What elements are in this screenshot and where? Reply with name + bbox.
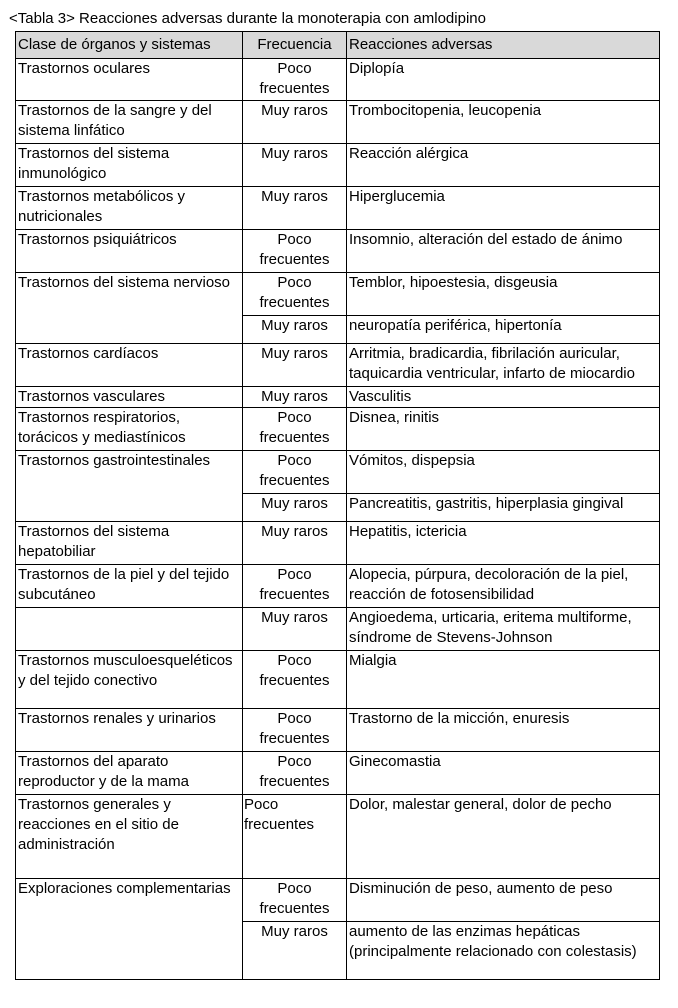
frequency-cell: Poco frecuentes: [243, 565, 347, 608]
table-row: [16, 59, 660, 101]
organ-class-cell: Trastornos vasculares: [16, 387, 243, 408]
organ-class-cell: Trastornos psiquiátricos: [16, 230, 243, 273]
table-row: [16, 522, 660, 565]
table-row: [16, 709, 660, 752]
adverse-reaction-cell: neuropatía periférica, hipertonía: [347, 316, 660, 344]
adverse-reaction-cell: Mialgia: [347, 651, 660, 709]
adverse-reaction-cell: Angioedema, urticaria, eritema multiforme, síndrome de Stevens-Johnson: [347, 608, 660, 651]
table-row: [16, 273, 660, 316]
adverse-reaction-cell: Insomnio, alteración del estado de ánimo: [347, 230, 660, 273]
table-row: [16, 344, 660, 387]
table-row: [16, 230, 660, 273]
adverse-reaction-cell: Ginecomastia: [347, 752, 660, 795]
table-row: [16, 651, 660, 709]
table-row: [16, 101, 660, 144]
adverse-reaction-cell: Hepatitis, ictericia: [347, 522, 660, 565]
header-adverse-reactions: Reacciones adversas: [347, 32, 660, 59]
organ-class-cell: Trastornos del aparato reproductor y de la mama: [16, 752, 243, 795]
table-row: [16, 144, 660, 187]
organ-class-cell: Trastornos respiratorios, torácicos y mediastínicos: [16, 408, 243, 451]
adverse-reaction-cell: Pancreatitis, gastritis, hiperplasia gingival: [347, 494, 660, 522]
adverse-reaction-cell: Vómitos, dispepsia: [347, 451, 660, 494]
frequency-cell: Muy raros: [243, 387, 347, 408]
table-row: [16, 879, 660, 922]
table-row: [16, 608, 660, 651]
frequency-cell: Muy raros: [243, 608, 347, 651]
frequency-cell: Poco frecuentes: [243, 451, 347, 494]
table-row: [16, 795, 660, 879]
frequency-cell: Poco frecuentes: [243, 752, 347, 795]
adverse-reaction-cell: Disminución de peso, aumento de peso: [347, 879, 660, 922]
table-row: [16, 565, 660, 608]
organ-class-cell: Trastornos metabólicos y nutricionales: [16, 187, 243, 230]
frequency-cell: Poco frecuentes: [243, 273, 347, 316]
frequency-cell: Muy raros: [243, 101, 347, 144]
header-organ-class: Clase de órganos y sistemas: [16, 32, 243, 59]
frequency-cell: Muy raros: [243, 344, 347, 387]
table-row: [16, 752, 660, 795]
table-row: [16, 408, 660, 451]
adverse-reaction-cell: Trastorno de la micción, enuresis: [347, 709, 660, 752]
adverse-reaction-cell: Vasculitis: [347, 387, 660, 408]
frequency-cell: Muy raros: [243, 316, 347, 344]
organ-class-cell: Exploraciones complementarias: [16, 879, 243, 980]
frequency-cell: Poco frecuentes: [243, 651, 347, 709]
organ-class-cell: Trastornos del sistema nervioso: [16, 273, 243, 344]
table-body: [16, 59, 660, 980]
adverse-reaction-cell: Alopecia, púrpura, decoloración de la piel, reacción de fotosensibilidad: [347, 565, 660, 608]
frequency-cell: Muy raros: [243, 144, 347, 187]
frequency-cell: Poco frecuentes: [243, 795, 347, 879]
organ-class-cell: Trastornos oculares: [16, 59, 243, 101]
organ-class-cell: Trastornos generales y reacciones en el sitio de administración: [16, 795, 243, 879]
organ-class-cell: Trastornos musculoesqueléticos y del tejido conectivo: [16, 651, 243, 709]
organ-class-cell: Trastornos cardíacos: [16, 344, 243, 387]
adverse-reaction-cell: Dolor, malestar general, dolor de pecho: [347, 795, 660, 879]
table-row: [16, 451, 660, 494]
adverse-reaction-cell: Disnea, rinitis: [347, 408, 660, 451]
header-frequency: Frecuencia: [243, 32, 347, 59]
frequency-cell: Poco frecuentes: [243, 230, 347, 273]
frequency-cell: Muy raros: [243, 522, 347, 565]
frequency-cell: Poco frecuentes: [243, 709, 347, 752]
organ-class-cell: Trastornos de la sangre y del sistema linfático: [16, 101, 243, 144]
adverse-reactions-table: [15, 31, 660, 980]
frequency-cell: Muy raros: [243, 187, 347, 230]
adverse-reaction-cell: Trombocitopenia, leucopenia: [347, 101, 660, 144]
table-header-row: [16, 32, 660, 59]
organ-class-cell: Trastornos renales y urinarios: [16, 709, 243, 752]
adverse-reaction-cell: Hiperglucemia: [347, 187, 660, 230]
adverse-reaction-cell: Diplopía: [347, 59, 660, 101]
organ-class-cell: Trastornos del sistema inmunológico: [16, 144, 243, 187]
adverse-reaction-cell: Temblor, hipoestesia, disgeusia: [347, 273, 660, 316]
frequency-cell: Muy raros: [243, 922, 347, 980]
frequency-cell: Muy raros: [243, 494, 347, 522]
frequency-cell: Poco frecuentes: [243, 408, 347, 451]
organ-class-cell: Trastornos del sistema hepatobiliar: [16, 522, 243, 565]
organ-class-cell: Trastornos gastrointestinales: [16, 451, 243, 522]
organ-class-cell: [16, 608, 243, 651]
frequency-cell: Poco frecuentes: [243, 59, 347, 101]
table-row: [16, 187, 660, 230]
frequency-cell: Poco frecuentes: [243, 879, 347, 922]
adverse-reaction-cell: Reacción alérgica: [347, 144, 660, 187]
table-row: [16, 387, 660, 408]
adverse-reaction-cell: Arritmia, bradicardia, fibrilación auricular, taquicardia ventricular, infarto de miocardio: [347, 344, 660, 387]
organ-class-cell: Trastornos de la piel y del tejido subcutáneo: [16, 565, 243, 608]
table-caption: <Tabla 3> Reacciones adversas durante la monoterapia con amlodipino: [9, 10, 486, 27]
adverse-reaction-cell: aumento de las enzimas hepáticas (principalmente relacionado con colestasis): [347, 922, 660, 980]
